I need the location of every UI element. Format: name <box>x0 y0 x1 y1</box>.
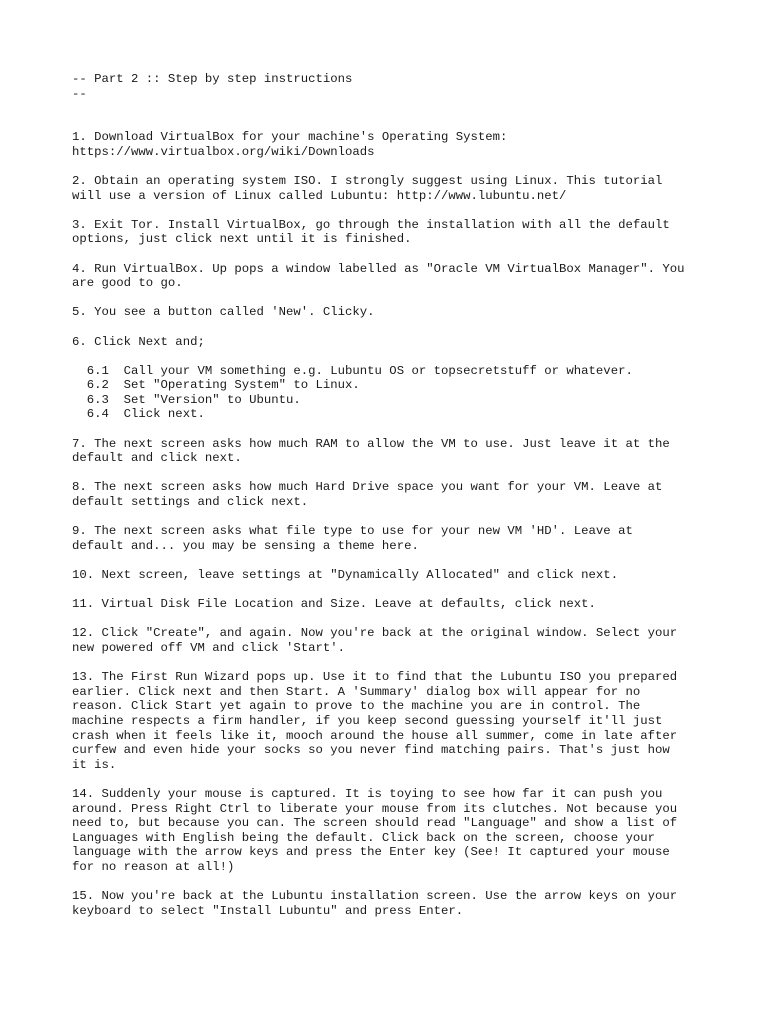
document-page <box>72 72 702 918</box>
step-13: 13. The First Run Wizard pops up. Use it to find that the Lubuntu ISO you prepared earlier. Click next and then Start. A 'Summary' dialog box will appear for no reason. Click Start yet again to prove to the machine you are in control. The machine respects a firm handler, if you keep second guessing yourself it'll just crash when it feels like it, mooch around the house all summer, come in late after curfew and even hide your socks so you never find matching pairs. That's just how it is. <box>72 670 678 772</box>
step-1: 1. Download VirtualBox for your machine's Operating System: https://www.virtualbox.org/wiki/Downloads <box>72 130 508 159</box>
step-4: 4. Run VirtualBox. Up pops a window labelled as "Oracle VM VirtualBox Manager". You are good to go. <box>72 261 685 291</box>
step-10: 10. Next screen, leave settings at "Dynamically Allocated" and click next. <box>72 568 619 582</box>
step-6: 6. Click Next and; <box>72 334 205 349</box>
step-5: 5. You see a button called 'New'. Clicky. <box>72 305 375 320</box>
step-7: 7. The next screen asks how much RAM to allow the VM to use. Just leave it at the default and click next. <box>72 436 670 466</box>
step-15: 15. Now you're back at the Lubuntu installation screen. Use the arrow keys on your keyboard to select "Install Lubuntu" and press Enter. <box>72 889 678 918</box>
step-3: 3. Exit Tor. Install VirtualBox, go through the installation with all the default options, just click next until it is finished. <box>72 217 670 247</box>
step-12: 12. Click "Create", and again. Now you're back at the original window. Select your new powered off VM and click 'Start'. <box>72 626 678 655</box>
step-11: 11. Virtual Disk File Location and Size. Leave at defaults, click next. <box>72 597 596 612</box>
step-6-substeps <box>72 364 702 422</box>
step-8: 8. The next screen asks how much Hard Drive space you want for your VM. Leave at default settings and click next. <box>72 480 663 510</box>
step-14: 14. Suddenly your mouse is captured. It is toying to see how far it can push you around. Press Right Ctrl to liberate your mouse from its clutches. Not because you need to, but because you can. The screen should read "Language" and show a list of Languages with English being the default. Click back on the screen, choose your language with the arrow keys and press the Enter key (See! It captured your mouse for no reason at all!) <box>72 786 678 874</box>
substep-6-4: 6.4 Click next. <box>72 407 205 422</box>
step-9: 9. The next screen asks what file type to use for your new VM 'HD'. Leave at default and... you may be sensing a theme here. <box>72 524 633 553</box>
substep-6-3: 6.3 Set "Version" to Ubuntu. <box>72 392 301 407</box>
section-header: -- Part 2 :: Step by step instructions -- <box>72 72 353 101</box>
step-2: 2. Obtain an operating system ISO. I strongly suggest using Linux. This tutorial will use a version of Linux called Lubuntu: http://www.lubuntu.net/ <box>72 173 663 203</box>
substep-6-1: 6.1 Call your VM something e.g. Lubuntu OS or topsecretstuff or whatever. <box>72 363 633 378</box>
substep-6-2: 6.2 Set "Operating System" to Linux. <box>72 378 360 393</box>
